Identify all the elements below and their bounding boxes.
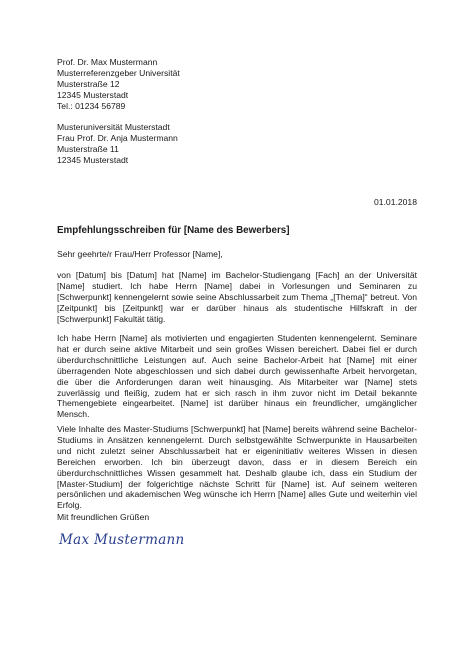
letter-date: 01.01.2018: [373, 197, 417, 207]
recipient-line: Frau Prof. Dr. Anja Mustermann: [57, 132, 178, 143]
recipient-line: Musterstraße 11: [57, 143, 119, 154]
recipient-address: [57, 122, 417, 166]
handwritten-signature: Max Mustermann: [59, 532, 185, 548]
closing-phrase: Mit freundlichen Grüßen: [57, 512, 150, 522]
letter-subject: Empfehlungsschreiben für [Name des Bewerbers]: [57, 225, 290, 236]
sender-line: 12345 Musterstadt: [57, 89, 129, 100]
body-paragraph-3: Viele Inhalte des Master-Studiums [Schwerpunkt] hat [Name] bereits während seine Bachelor-Studiums in Ansätzen kennengelernt. Durch selbstgewählte Schwerpunkte in Hausarbeiten und nicht zuletzt seiner Abschlussarbeit hat er eigeninitiativ weiteres Wissen in diesen Bereichen erworben. Ich bin überzeugt davon, dass er in diesem Bereich ein überdurchschnittliches Wissen gesammelt hat. Deshalb glaube ich, dass ein Studium der [Master-Studium] der folgerichtige nächste Schritt für [Name] ist. Auf seinem weiteren persönlichen und akademischen Weg wünsche ich Herrn [Name] alles Gute und weiterhin viel Erfolg.: [57, 424, 417, 511]
body-paragraph-2: Ich habe Herrn [Name] als motivierten und engagierten Studenten kennengelernt. Seminare hat er durch seine aktive Mitarbeit und sein großes Wissen bereichert. Dabei fiel er durch überdurchschnittliche Leistungen auf. Auch seine Bachelor-Arbeit hat [Name] mit einer überragenden Note abgeschlossen und sich dabei durch gewissenhafte Arbeit hervorgetan, die über die Anforderungen daran weit hinausging. Als Mitarbeiter war [Name] stets zuverlässig und fleißig, zudem hat er sich rasch in ihm zuvor nicht im Detail bekannte Themengebiete eingearbeitet. [Name] ist darüber hinaus ein freundlicher, umgänglicher Mensch.: [57, 333, 417, 420]
sender-address: [57, 57, 417, 112]
recipient-line: 12345 Musterstadt: [57, 154, 129, 165]
recipient-line: Musteruniversität Musterstadt: [57, 122, 170, 132]
body-paragraph-1: von [Datum] bis [Datum] hat [Name] im Bachelor-Studiengang [Fach] an der Universität [Name] studiert. Ich habe Herrn [Name] dabei in Vorlesungen und Seminaren zu [Schwerpunkt] kennengelernt sowie seine Abschlussarbeit zum Thema „[Thema]“ betreut. Von [Zeitpunkt] bis [Zeitpunkt] war er darüber hinaus als studentische Hilfskraft in der [Schwerpunkt] Fakultät tätig.: [57, 270, 417, 324]
sender-line: Prof. Dr. Max Mustermann: [57, 57, 158, 67]
sender-line: Musterreferenzgeber Universität: [57, 67, 180, 78]
sender-line: Musterstraße 12: [57, 78, 120, 89]
sender-line: Tel.: 01234 56789: [57, 100, 126, 111]
salutation: Sehr geehrte/r Frau/Herr Professor [Name],: [57, 249, 223, 259]
